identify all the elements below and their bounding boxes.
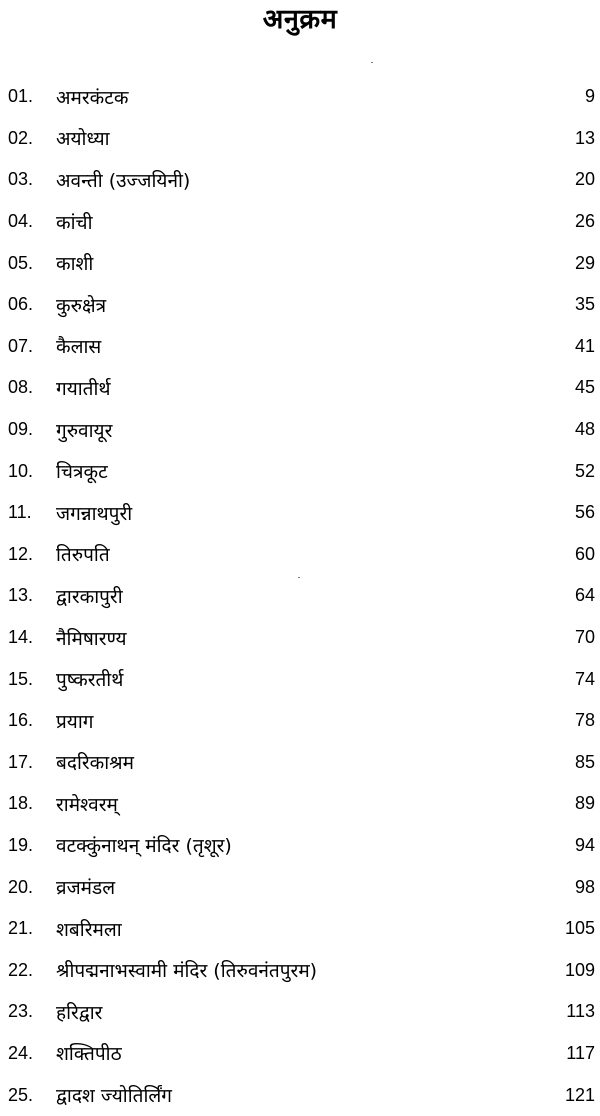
entry-number: 14. bbox=[8, 627, 34, 648]
entry-page-number: 20 bbox=[574, 169, 595, 190]
entry-page-number: 35 bbox=[574, 294, 595, 315]
toc-entry bbox=[8, 76, 596, 118]
entry-number: 18. bbox=[8, 793, 34, 814]
toc-entry bbox=[8, 617, 596, 659]
entry-number: 11. bbox=[8, 502, 32, 523]
entry-title: चित्रकूट bbox=[56, 461, 108, 484]
entry-page-number: 74 bbox=[574, 668, 595, 689]
toc-entry bbox=[8, 908, 596, 950]
entry-title: अमरकंटक bbox=[56, 86, 129, 109]
toc-entry bbox=[8, 201, 596, 243]
toc-entry bbox=[8, 783, 596, 825]
entry-title: द्वादश ज्योतिर्लिंग bbox=[56, 1085, 172, 1108]
toc-entry bbox=[8, 1074, 596, 1116]
entry-number: 02. bbox=[8, 127, 34, 148]
entry-title: जगन्नाथपुरी bbox=[56, 502, 133, 525]
entry-page-number: 89 bbox=[574, 793, 595, 814]
toc-entry bbox=[8, 326, 596, 368]
toc-entry bbox=[8, 159, 596, 201]
entry-number: 19. bbox=[8, 834, 34, 855]
entry-title: अयोध्या bbox=[56, 128, 110, 151]
toc-entry bbox=[8, 742, 596, 784]
toc-entry bbox=[8, 367, 596, 409]
toc-entry bbox=[8, 825, 596, 867]
entry-page-number: 70 bbox=[574, 627, 595, 648]
entry-title: वटक्कुंनाथन् मंदिर (तृशूर) bbox=[56, 835, 232, 858]
toc-entry bbox=[8, 118, 596, 160]
toc-entry bbox=[8, 700, 596, 742]
entry-number: 17. bbox=[8, 751, 34, 772]
toc-entry bbox=[8, 409, 596, 451]
entry-page-number: 94 bbox=[574, 834, 595, 855]
entry-title: व्रजमंडल bbox=[56, 877, 116, 900]
entry-number: 24. bbox=[8, 1042, 34, 1063]
entry-number: 25. bbox=[8, 1084, 34, 1105]
entry-page-number: 85 bbox=[574, 751, 595, 772]
entry-page-number: 105 bbox=[564, 918, 595, 939]
entry-title: श्रीपद्मनाभस्वामी मंदिर (तिरुवनंतपुरम) bbox=[56, 960, 318, 983]
entry-number: 13. bbox=[8, 585, 34, 606]
toc-entry bbox=[8, 866, 596, 908]
toc-entry bbox=[8, 658, 596, 700]
entry-number: 08. bbox=[8, 377, 34, 398]
entry-page-number: 117 bbox=[566, 1042, 595, 1063]
entry-title: कैलास bbox=[56, 336, 102, 359]
entry-page-number: 9 bbox=[584, 86, 595, 107]
entry-number: 09. bbox=[8, 419, 34, 440]
page-title: अनुक्रम bbox=[262, 4, 338, 35]
entry-title: गयातीर्थ bbox=[56, 377, 111, 400]
toc-entry bbox=[8, 450, 596, 492]
entry-number: 03. bbox=[8, 169, 34, 190]
entry-title: द्वारकापुरी bbox=[56, 585, 123, 608]
toc-entry bbox=[8, 492, 596, 534]
toc-entry bbox=[8, 991, 596, 1033]
entry-page-number: 26 bbox=[574, 211, 595, 232]
entry-number: 10. bbox=[8, 460, 34, 481]
toc-entry bbox=[8, 284, 596, 326]
toc-entry bbox=[8, 575, 596, 617]
entry-title: हरिद्वार bbox=[56, 1001, 103, 1024]
entry-title: प्रयाग bbox=[56, 710, 94, 733]
toc-entry bbox=[8, 534, 596, 576]
entry-page-number: 13 bbox=[574, 127, 595, 148]
entry-title: गुरुवायूर bbox=[56, 419, 113, 442]
entry-number: 22. bbox=[8, 959, 34, 980]
entry-page-number: 98 bbox=[574, 876, 595, 897]
entry-page-number: 56 bbox=[574, 502, 595, 523]
entry-title: तिरुपति bbox=[56, 544, 110, 567]
entry-number: 20. bbox=[8, 876, 34, 897]
toc-entry bbox=[8, 1033, 596, 1075]
entry-title: रामेश्वरम् bbox=[56, 793, 118, 816]
entry-title: काशी bbox=[56, 253, 94, 276]
entry-page-number: 78 bbox=[574, 710, 595, 731]
entry-title: कुरुक्षेत्र bbox=[56, 294, 107, 317]
entry-page-number: 60 bbox=[574, 543, 595, 564]
entry-page-number: 109 bbox=[564, 959, 595, 980]
entry-page-number: 48 bbox=[574, 419, 595, 440]
entry-title: पुष्करतीर्थ bbox=[56, 669, 124, 692]
entry-number: 04. bbox=[8, 211, 34, 232]
entry-page-number: 64 bbox=[574, 585, 595, 606]
entry-page-number: 45 bbox=[574, 377, 595, 398]
entry-title: नैमिषारण्य bbox=[56, 627, 127, 650]
entry-number: 06. bbox=[8, 294, 34, 315]
toc-entry bbox=[8, 242, 596, 284]
entry-number: 12. bbox=[8, 543, 34, 564]
entry-page-number: 121 bbox=[564, 1084, 595, 1105]
entry-number: 01. bbox=[8, 86, 34, 107]
entry-page-number: 41 bbox=[574, 335, 595, 356]
entry-page-number: 29 bbox=[574, 252, 595, 273]
entry-number: 07. bbox=[8, 335, 34, 356]
entry-number: 21. bbox=[8, 918, 34, 939]
entry-title: बदरिकाश्रम bbox=[56, 752, 134, 775]
contents-list bbox=[8, 76, 596, 1116]
entry-title: अवन्ती (उज्जयिनी) bbox=[56, 169, 191, 192]
scan-speck bbox=[371, 62, 373, 63]
entry-title: शबरिमला bbox=[56, 918, 122, 941]
entry-number: 05. bbox=[8, 252, 34, 273]
entry-number: 16. bbox=[8, 710, 34, 731]
entry-title: कांची bbox=[56, 211, 93, 234]
entry-number: 23. bbox=[8, 1001, 34, 1022]
entry-number: 15. bbox=[8, 668, 34, 689]
entry-page-number: 52 bbox=[574, 460, 595, 481]
toc-entry bbox=[8, 949, 596, 991]
entry-title: शक्तिपीठ bbox=[56, 1043, 122, 1066]
entry-page-number: 113 bbox=[566, 1001, 595, 1022]
